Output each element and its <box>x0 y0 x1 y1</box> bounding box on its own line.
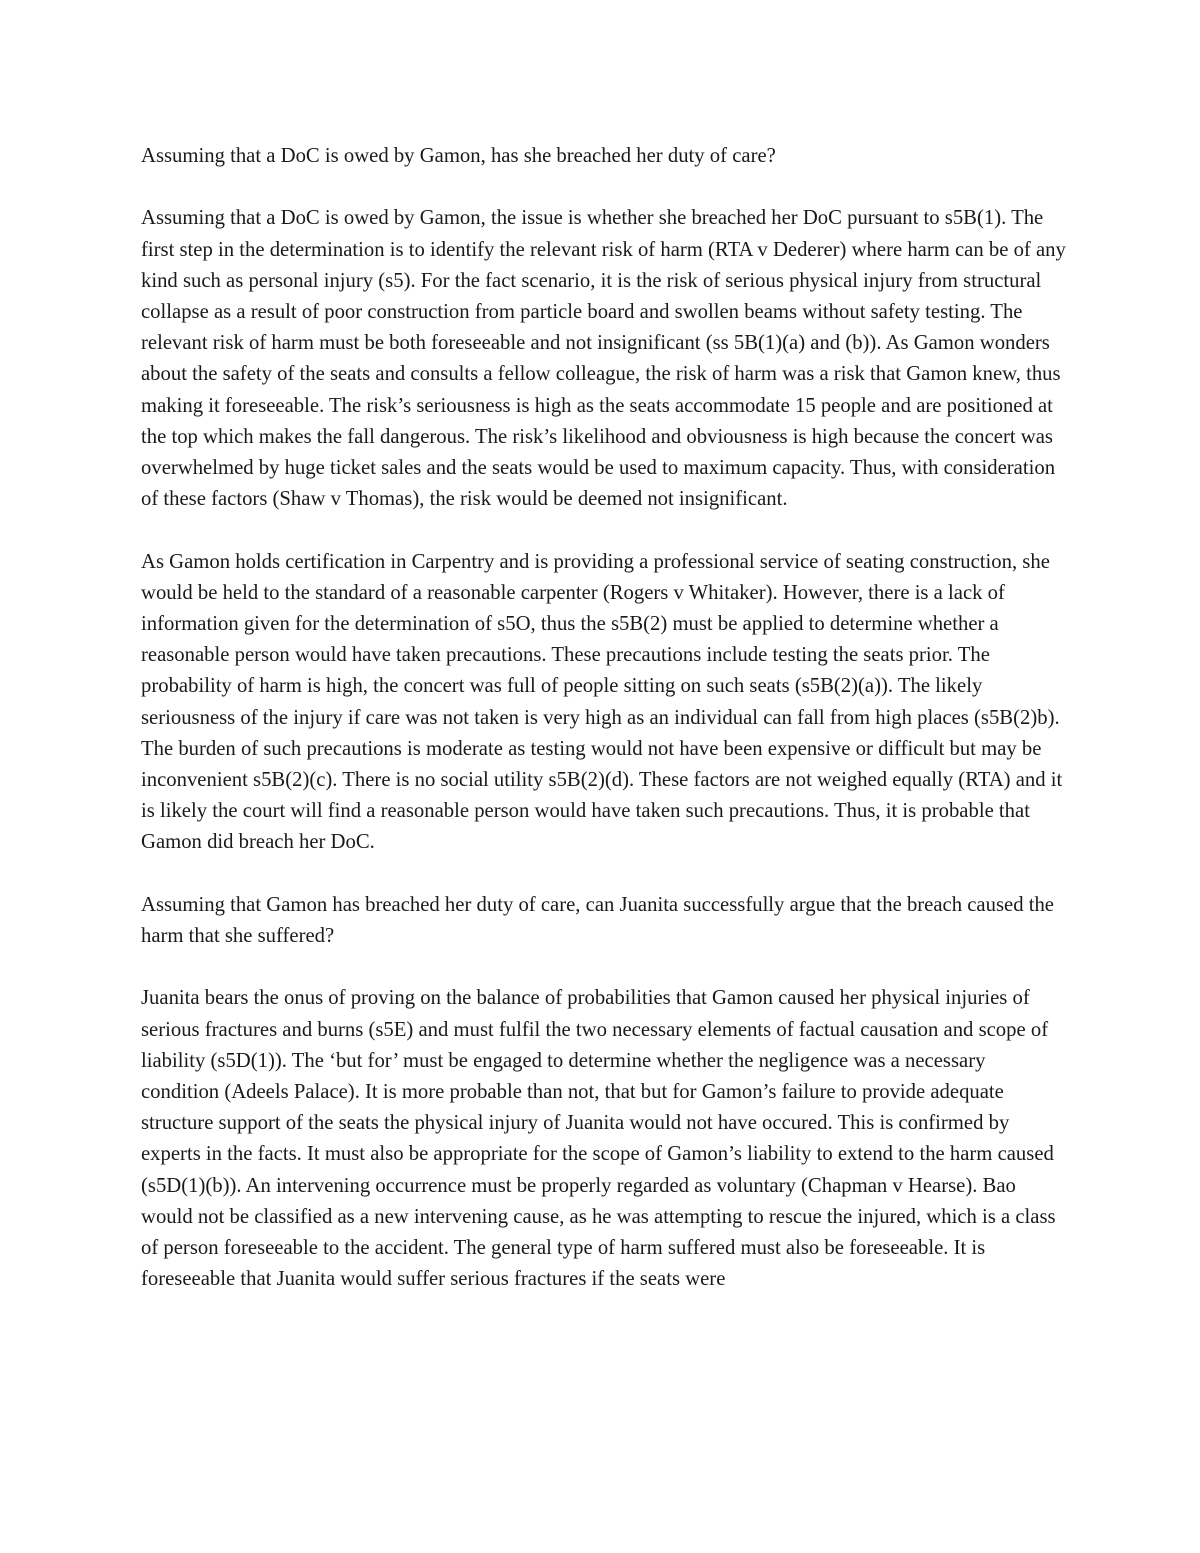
document-body <box>141 141 1066 1295</box>
breach-standard-paragraph: As Gamon holds certification in Carpentry and is providing a professional service of seating construction, she would be held to the standard of a reasonable carpenter (Rogers v Whitaker). However, there is a lack of information given for the determination of s5O, thus the s5B(2) must be applied to determine whether a reasonable person would have taken precautions. These precautions include testing the seats prior. The probability of harm is high, the concert was full of people sitting on such seats (s5B(2)(a)). The likely seriousness of the injury if care was not taken is very high as an individual can fall from high places (s5B(2)b). The burden of such precautions is moderate as testing would not have been expensive or difficult but may be inconvenient s5B(2)(c). There is no social utility s5B(2)(d). These factors are not weighed equally (RTA) and it is likely the court will find a reasonable person would have taken such precautions. Thus, it is probable that Gamon did breach her DoC. <box>141 550 1063 854</box>
causation-paragraph: Juanita bears the onus of proving on the balance of probabilities that Gamon caused her physical injuries of serious fractures and burns (s5E) and must fulfil the two necessary elements of factual causation and scope of liability (s5D(1)). The ‘but for’ must be engaged to determine whether the negligence was a necessary condition (Adeels Palace). It is more probable than not, that but for Gamon’s failure to provide adequate structure support of the seats the physical injury of Juanita would not have occured. This is confirmed by experts in the facts. It must also be appropriate for the scope of Gamon’s liability to extend to the harm caused (s5D(1)(b)). An intervening occurrence must be properly regarded as voluntary (Chapman v Hearse). Bao would not be classified as a new intervening cause, as he was attempting to rescue the injured, which is a class of person foreseeable to the accident. The general type of harm suffered must also be foreseeable. It is foreseeable that Juanita would suffer serious fractures if the seats were <box>141 987 1056 1291</box>
question-breach-heading: Assuming that a DoC is owed by Gamon, has she breached her duty of care? <box>141 145 776 167</box>
breach-risk-paragraph: Assuming that a DoC is owed by Gamon, the issue is whether she breached her DoC pursuant to s5B(1). The first step in the determination is to identify the relevant risk of harm (RTA v Dederer) where harm can be of any kind such as personal injury (s5). For the fact scenario, it is the risk of serious physical injury from structural collapse as a result of poor construction from particle board and swollen beams without safety testing. The relevant risk of harm must be both foreseeable and not insignificant (ss 5B(1)(a) and (b)). As Gamon wonders about the safety of the seats and consults a fellow colleague, the risk of harm was a risk that Gamon knew, thus making it foreseeable. The risk’s seriousness is high as the seats accommodate 15 people and are positioned at the top which makes the fall dangerous. The risk’s likelihood and obviousness is high because the concert was overwhelmed by huge ticket sales and the seats would be used to maximum capacity. Thus, with consideration of these factors (Shaw v Thomas), the risk would be deemed not insignificant. <box>141 207 1066 511</box>
question-causation-heading: Assuming that Gamon has breached her duty of care, can Juanita successfully argue that the breach caused the harm that she suffered? <box>141 893 1054 948</box>
